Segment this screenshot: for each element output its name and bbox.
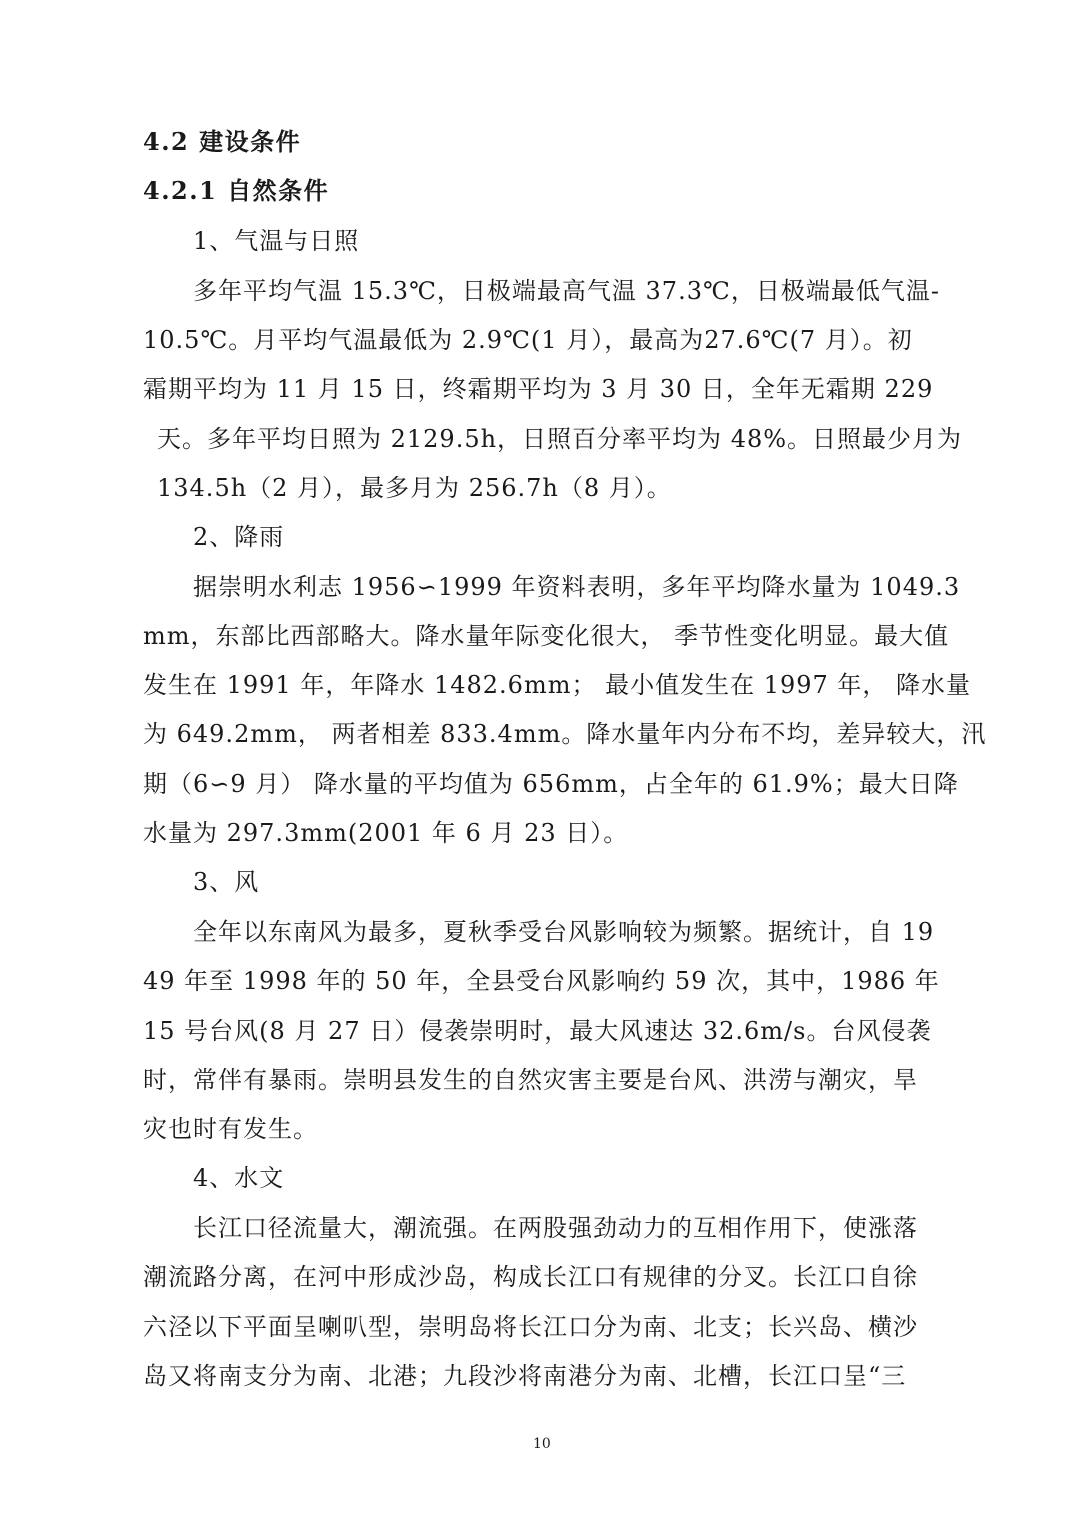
section-title-rainfall: 2、降雨 <box>193 523 285 551</box>
paragraph-line: 水量为 297.3mm(2001 年 6 月 23 日）。 <box>143 819 629 847</box>
paragraph-line: 时，常伴有暴雨。崇明县发生的自然灾害主要是台风、洪涝与潮灾，旱 <box>143 1066 918 1094</box>
paragraph-line: 岛又将南支分为南、北港；九段沙将南港分为南、北槽，长江口呈“三 <box>143 1362 907 1390</box>
paragraph-line: 15 号台风(8 月 27 日）侵袭崇明时，最大风速达 32.6m/s。台风侵袭 <box>143 1017 932 1045</box>
page-number: 10 <box>533 1436 551 1452</box>
paragraph-line: 期（6∽9 月） 降水量的平均值为 656mm，占全年的 61.9%；最大日降 <box>143 770 959 798</box>
paragraph-line: 据崇明水利志 1956∽1999 年资料表明，多年平均降水量为 1049.3 <box>193 573 961 601</box>
section-title-wind: 3、风 <box>193 868 260 896</box>
section-title-hydrology: 4、水文 <box>193 1164 285 1192</box>
paragraph-line: 发生在 1991 年，年降水 1482.6mm； 最小值发生在 1997 年， 降水量 <box>143 671 972 699</box>
heading-4-2-1: 4.2.1 自然条件 <box>143 176 330 205</box>
paragraph-line: 为 649.2mm， 两者相差 833.4mm。降水量年内分布不均，差异较大，汛 <box>143 720 987 748</box>
paragraph-line: 134.5h（2 月），最多月为 256.7h（8 月）。 <box>157 474 672 502</box>
heading-4-2: 4.2 建设条件 <box>143 127 302 156</box>
paragraph-line: mm，东部比西部略大。降水量年际变化很大， 季节性变化明显。最大值 <box>143 622 950 650</box>
paragraph-line: 天。多年平均日照为 2129.5h，日照百分率平均为 48%。日照最少月为 <box>157 425 963 453</box>
paragraph-line: 六泾以下平面呈喇叭型，崇明岛将长江口分为南、北支；长兴岛、横沙 <box>143 1313 918 1341</box>
section-title-temperature: 1、气温与日照 <box>193 227 360 255</box>
paragraph-line: 霜期平均为 11 月 15 日，终霜期平均为 3 月 30 日，全年无霜期 229 <box>143 375 934 403</box>
paragraph-line: 潮流路分离，在河中形成沙岛，构成长江口有规律的分叉。长江口自徐 <box>143 1263 918 1291</box>
paragraph-line: 10.5℃。月平均气温最低为 2.9℃(1 月），最高为27.6℃(7 月）。初 <box>143 326 913 354</box>
paragraph-line: 全年以东南风为最多，夏秋季受台风影响较为频繁。据统计，自 19 <box>193 918 935 946</box>
paragraph-line: 灾也时有发生。 <box>143 1115 318 1143</box>
paragraph-line: 49 年至 1998 年的 50 年，全县受台风影响约 59 次，其中，1986 年 <box>143 967 940 995</box>
paragraph-line: 多年平均气温 15.3℃，日极端最高气温 37.3℃，日极端最低气温- <box>193 277 940 305</box>
paragraph-line: 长江口径流量大，潮流强。在两股强劲动力的互相作用下，使涨落 <box>193 1214 918 1242</box>
